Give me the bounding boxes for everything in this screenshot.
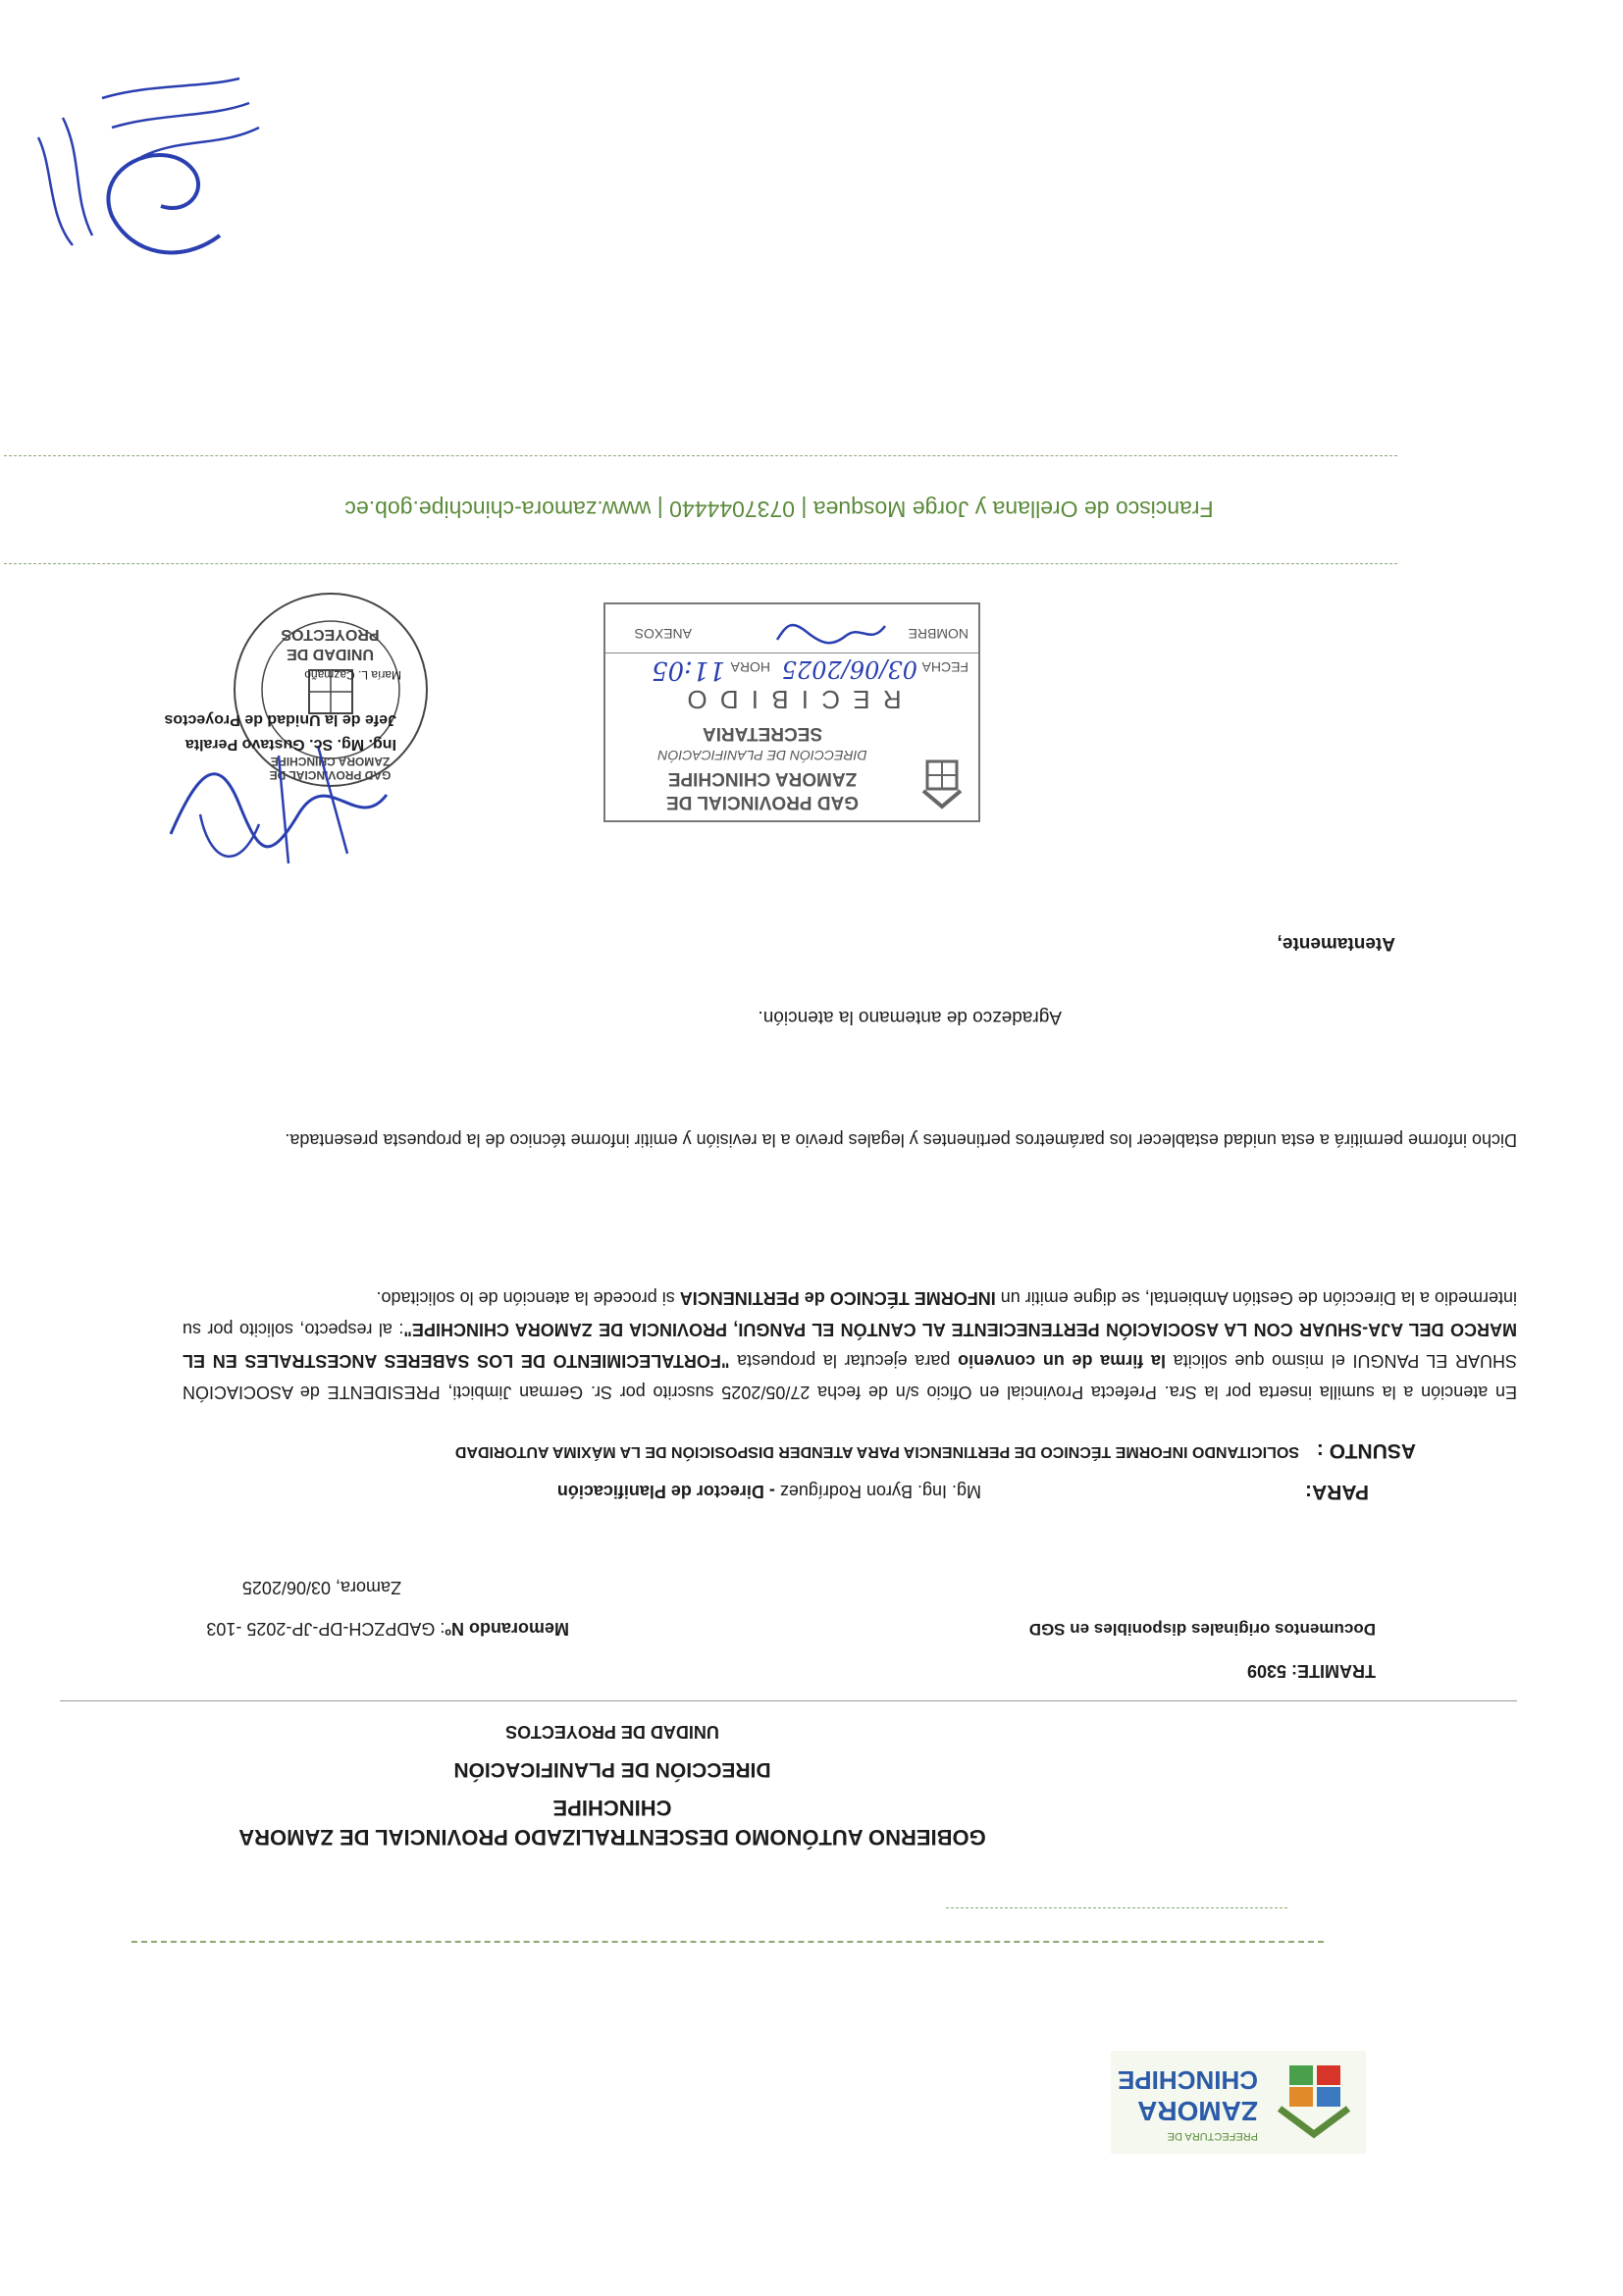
p1-convenio: la firma de un convenio	[958, 1351, 1166, 1371]
closing-salutation: Atentamente,	[1277, 933, 1395, 954]
logo-line2: CHINCHIPE	[1117, 2065, 1258, 2095]
p1-c: para ejecutar la propuesta	[729, 1351, 959, 1371]
stamp-anexos-label: ANEXOS	[634, 626, 692, 642]
footer-top-divider	[4, 563, 1397, 564]
org-title-line2: CHINCHIPE	[552, 1796, 672, 1820]
round-stamp-inner-line2: PROYECTOS	[281, 626, 380, 643]
stamp-line1: GAD PROVINCIAL DE	[666, 792, 860, 812]
stamp-emblem-icon	[919, 756, 965, 810]
org-title: GOBIERNO AUTÓNOMO DESCENTRALIZADO PROVINCIAL DE ZAMORA	[238, 1825, 986, 1850]
prefecture-logo	[1111, 2051, 1366, 2154]
prefecture-emblem-icon	[1270, 2058, 1358, 2146]
stamp-fecha-value: 03/06/2025	[781, 655, 917, 683]
memo-number: : GADPZCH-DP-JP-2025 -103	[206, 1619, 445, 1639]
received-stamp	[603, 602, 980, 822]
body-paragraph-1	[183, 1282, 1517, 1408]
footer-bottom-divider	[4, 455, 1397, 456]
para-label: PARA:	[1305, 1481, 1369, 1503]
para-role: - Director de Planificación	[556, 1482, 780, 1501]
signer-role: Jefe de la Unidad de Proyectos	[164, 711, 396, 728]
round-stamp-outer-text: GAD PROVINCIAL DE ZAMORA CHINCHIPE	[269, 755, 392, 782]
stamp-receiver-signature	[772, 614, 890, 653]
stamp-hora-value: 11:05	[652, 655, 725, 685]
handwritten-note	[24, 49, 279, 275]
para-recipient	[557, 1481, 981, 1501]
memo-line	[206, 1618, 569, 1639]
initials: María L. Cazmaño	[304, 668, 401, 682]
memo-date: Zamora, 03/06/2025	[241, 1578, 401, 1597]
stamp-line3: DIRECCIÓN DE PLANIFICACIÓN	[657, 748, 867, 763]
body-paragraph-2: Dicho informe permitirá a esta unidad establecer los parámetros pertinentes y legales previo a la revisión y emitir informe técnico de la propuesta presentada.	[285, 1130, 1517, 1150]
asunto-label: ASUNTO :	[1316, 1439, 1416, 1462]
logo-divider	[946, 1907, 1287, 1908]
body-paragraph-3: Agradezco de antemano la atención.	[758, 1007, 1062, 1027]
unit-title: UNIDAD DE PROYECTOS	[505, 1722, 719, 1742]
tramite-number: TRAMITE: 5309	[1246, 1661, 1376, 1681]
logo-small-text: PREFECTURA DE	[1167, 2130, 1258, 2142]
p1-a: En atención a la sumilla inserta por la Sra. Prefecta Provincial en Oficio s/n de fecha 27/05/2025 suscrito por Sr. German Jimbicti, PRESIDENTE de ASOCIACIÓN SHUAR EL PANGUI el mismo que solicita	[183, 1351, 1517, 1402]
asunto-text: SOLICITANDO INFORME TÉCNICO DE PERTINENCIA PARA ATENDER DISPOSICIÓN DE LA MÁXIMA AUTORIDAD	[454, 1443, 1299, 1460]
header-divider	[131, 1941, 1324, 1943]
memo-label: Memorando Nº	[445, 1619, 569, 1639]
p1-g: si procede la atención de lo solicitado.	[376, 1288, 680, 1308]
stamp-line2: ZAMORA CHINCHIPE	[667, 768, 858, 789]
p1-informe: INFORME TÉCNICO de PERTINENCIA	[679, 1288, 996, 1308]
stamp-nombre-label: NOMBRE	[908, 626, 969, 642]
stamp-hora-label: HORA	[730, 659, 770, 675]
footer-contact: Francisco de Orellana y Jorge Mosquea | 0737044440 | www.zamora-chinchipe.gob.ec	[344, 496, 1214, 522]
round-stamp-inner-line1: UNIDAD DE	[287, 646, 374, 662]
stamp-fecha-label: FECHA	[921, 659, 969, 675]
stamp-recibido: R E C I B I D O	[684, 685, 902, 714]
originales-note: Documentos originales disponibles en SGD	[1028, 1620, 1376, 1639]
para-name: Mg. Ing. Byron Rodríguez	[779, 1482, 981, 1501]
signer-name: Ing. Mg. Sc. Gustavo Peralta	[184, 736, 396, 753]
stamp-line4: SECRETARIA	[702, 723, 823, 744]
p1-e: : al respecto, solicito por su intermedio a la Dirección de Gestión Ambiental, se digne emitir un	[183, 1288, 1517, 1339]
logo-line1: ZAMORA	[1137, 2096, 1258, 2126]
direction-title: DIRECCIÓN DE PLANIFICACIÓN	[453, 1758, 771, 1781]
p1-project-title: "FORTALECIMIENTO DE LOS SABERES ANCESTRALES EN EL MARCO DEL AJA-SHUAR CON LA ASOCIACIÓN PERTENECIENTE AL CANTÓN EL PANGUI, PROVINCIA DE ZAMORA CHINCHIPE"	[182, 1320, 1517, 1371]
title-divider	[60, 1700, 1517, 1701]
